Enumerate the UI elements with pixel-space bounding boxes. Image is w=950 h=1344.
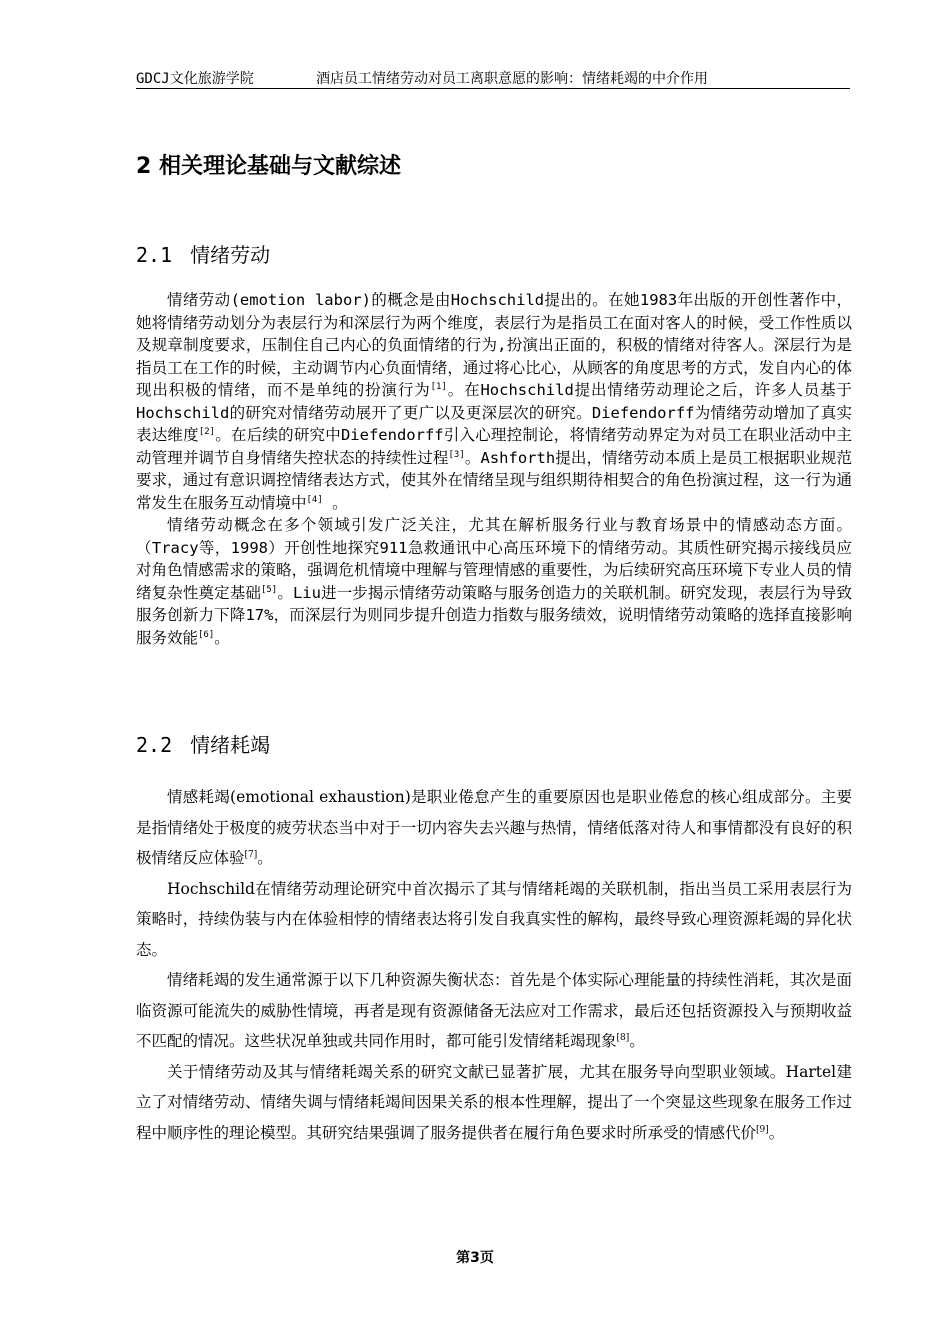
section-number: 2.2 bbox=[136, 733, 173, 757]
paragraph-text: 。 bbox=[629, 1032, 645, 1050]
paragraph bbox=[136, 1057, 852, 1149]
section-number: 2.1 bbox=[136, 243, 173, 267]
section-title: 情绪耗竭 bbox=[190, 733, 271, 757]
citation-marker: [3] bbox=[448, 449, 465, 460]
paragraph-text: 。Liu进一步揭示情绪劳动策略与服务创造力的关联机制。研究发现，表层行为导致服务创新力下降17%，而深层行为则同步提升创造力指数与服务绩效，说明情绪劳动策略的选择直接影响服务效能 bbox=[136, 583, 852, 647]
running-header bbox=[136, 70, 850, 89]
chapter-title: 2 相关理论基础与文献综述 bbox=[136, 154, 401, 179]
citation-marker: [2] bbox=[198, 426, 216, 437]
paragraph bbox=[136, 874, 852, 966]
paragraph-text: Hochschild在情绪劳动理论研究中首次揭示了其与情绪耗竭的关联机制，指出当员工采用表层行为策略时，持续伪装与内在体验相悖的情绪表达将引发自我真实性的解构，最终导致心理资源耗竭的异化状态。 bbox=[136, 879, 852, 959]
paragraph-text: 情绪耗竭的发生通常源于以下几种资源失衡状态：首先是个体实际心理能量的持续性消耗，其次是面临资源可能流失的威胁性情境，再者是现有资源储备无法应对工作需求，最后还包括资源投入与预期收益不匹配的情况。这些状况单独或共同作用时，都可能引发情绪耗竭现象 bbox=[136, 971, 852, 1050]
citation-marker: [1] bbox=[430, 381, 447, 392]
paragraph-text: 。 bbox=[768, 1123, 785, 1142]
paragraph-text: 关于情绪劳动及其与情绪耗竭关系的研究文献已显著扩展，尤其在服务导向型职业领域。Hartel建立了对情绪劳动、情绪失调与情绪耗竭间因果关系的根本性理解，提出了一个突显这些现象在服务工作过程中顺序性的理论模型。其研究结果强调了服务提供者在履行角色要求时所承受的情感代价 bbox=[136, 1062, 852, 1142]
paragraph-text: 情感耗竭(emotional exhaustion)是职业倦怠产生的重要原因也是职业倦怠的核心组成部分。主要是指情绪处于极度的疲劳状态当中对于一切内容失去兴趣与热情，情绪低落对待人和事情都没有良好的积极情绪反应体验 bbox=[136, 788, 852, 867]
paragraph bbox=[136, 965, 852, 1057]
citation-marker: [5] bbox=[260, 584, 278, 595]
header-school: GDCJ文化旅游学院 bbox=[136, 71, 254, 87]
citation-marker: [9] bbox=[756, 1124, 769, 1135]
section-heading bbox=[136, 731, 270, 759]
paragraph-text: 。在Hochschild提出情绪劳动理论之后，许多人员基于Hochschild的研究对情绪劳动展开了更广以及更深层次的研究。Diefendorff为情绪劳动增加了真实表达维度 bbox=[136, 381, 852, 444]
page-number: 第3页 bbox=[456, 1250, 494, 1266]
paragraph-text: 。 bbox=[214, 628, 230, 647]
citation-marker: [8] bbox=[616, 1032, 630, 1043]
paragraph-text: 情绪劳动(emotion labor)的概念是由Hochschild提出的。在她1983年出版的开创性著作中，她将情绪劳动划分为表层行为和深层行为两个维度，表层行为是指员工在面对客人的时候，受工作性质以及规章制度要求，压制住自己内心的负面情绪的行为,扮演出正面的，积极的情绪对待客人。深层行为是指员工在工作的时候，主动调节内心负面情绪，通过将心比心，从顾客的角度思考的方式，发自内心的体现出积极的情绪，而不是单纯的扮演行为 bbox=[136, 291, 852, 399]
paragraph-text: 。在后续的研究中Diefendorff引入心理控制论，将情绪劳动界定为对员工在职业活动中主动管理并调节自身情绪失控状态的持续性过程 bbox=[136, 426, 852, 467]
header-title: 酒店员工情绪劳动对员工离职意愿的影响：情绪耗竭的中介作用 bbox=[316, 71, 708, 87]
paragraph-text: 。Ashforth提出，情绪劳动本质上是员工根据职业规范要求，通过有意识调控情绪表达方式，使其外在情绪呈现与组织期待相契合的角色扮演过程，这一行为通常发生在服务互动情境中 bbox=[136, 448, 852, 512]
section-heading bbox=[136, 241, 270, 269]
paragraph bbox=[136, 782, 852, 874]
citation-marker: [6] bbox=[198, 629, 215, 640]
paragraph bbox=[136, 514, 852, 649]
section-body bbox=[136, 289, 852, 649]
paragraph-text: 。 bbox=[322, 493, 348, 512]
paragraph-text: 。 bbox=[257, 849, 273, 867]
citation-marker: [7] bbox=[244, 849, 258, 860]
section-title: 情绪劳动 bbox=[190, 243, 271, 267]
citation-marker: [4] bbox=[306, 494, 323, 505]
section-body bbox=[136, 782, 852, 1148]
paragraph bbox=[136, 289, 852, 514]
paragraph-text: 情绪劳动概念在多个领域引发广泛关注，尤其在解析服务行业与教育场景中的情感动态方面。（Tracy等，1998）开创性地探究911急救通讯中心高压环境下的情绪劳动。其质性研究揭示接线员应对角色情感需求的策略，强调危机情境中理解与管理情感的重要性，为后续研究高压环境下专业人员的情绪复杂性奠定基础 bbox=[136, 516, 852, 602]
